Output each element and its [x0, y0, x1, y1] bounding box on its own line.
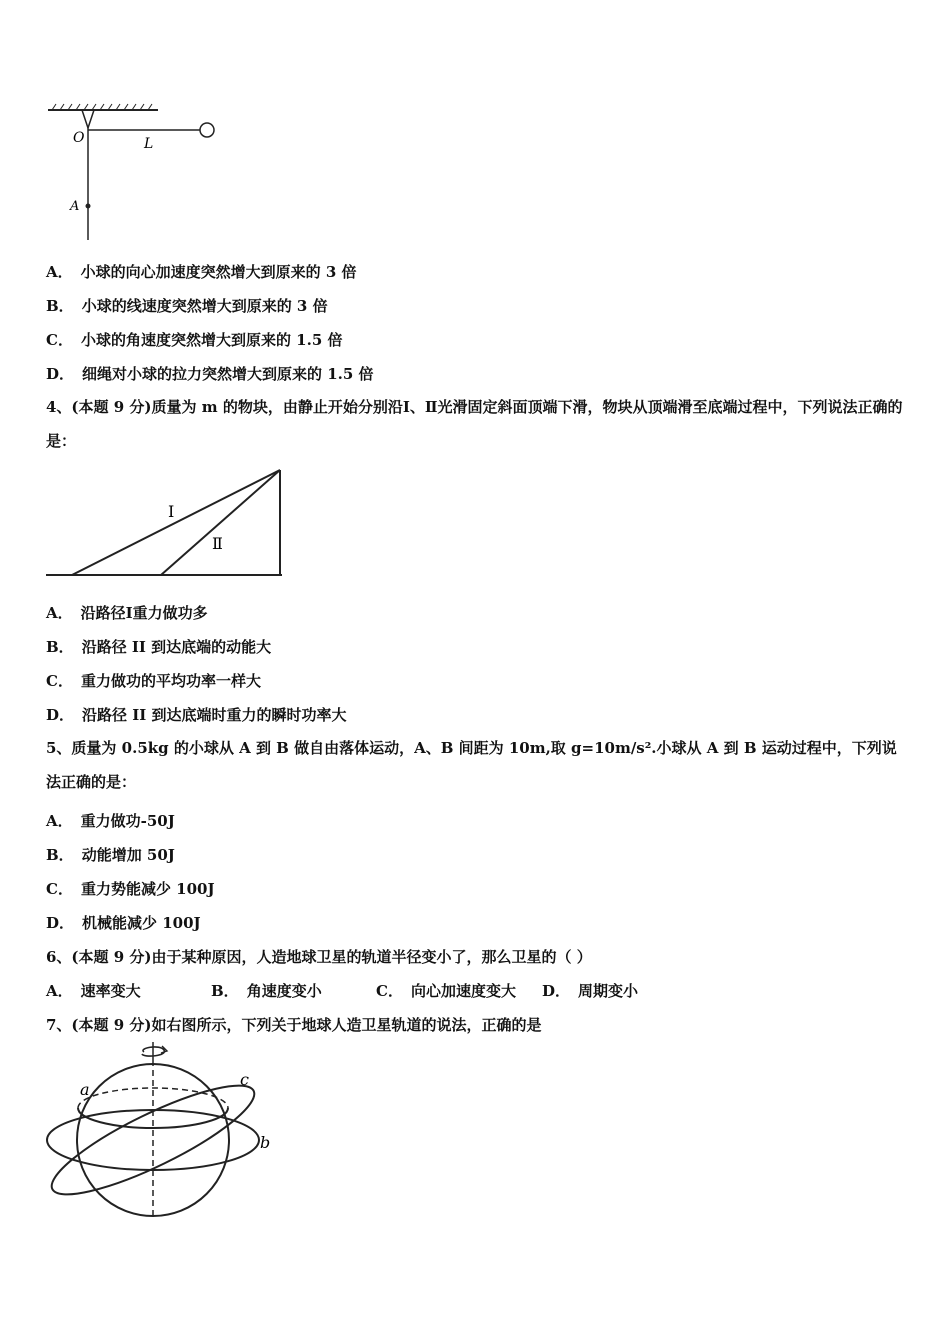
q3-option-a[interactable]: A． 小球的向心加速度突然增大到原来的 3 倍	[46, 263, 357, 281]
q4-option-c[interactable]: C． 重力做功的平均功率一样大	[46, 672, 261, 690]
label-O: O	[73, 130, 85, 146]
q6-options-row	[46, 980, 638, 1001]
q3-option-d[interactable]: D． 细绳对小球的拉力突然增大到原来的 1.5 倍	[46, 365, 374, 383]
pendulum-figure	[40, 100, 230, 245]
q4-option-b[interactable]: B． 沿路径 II 到达底端的动能大	[46, 638, 272, 656]
q3-option-c[interactable]: C． 小球的角速度突然增大到原来的 1.5 倍	[46, 331, 343, 349]
q6-option-a[interactable]: A． 速率变大	[46, 982, 141, 1000]
orbit-label-b: b	[260, 1133, 271, 1152]
label-L: L	[144, 136, 154, 152]
path-label-2: Ⅱ	[212, 534, 223, 553]
orbit-label-a: a	[80, 1080, 90, 1099]
path-label-1: Ⅰ	[168, 502, 175, 521]
q7-question-text: 7、(本题 9 分)如右图所示，下列关于地球人造卫星轨道的说法，正确的是	[46, 1016, 542, 1034]
satellite-orbits-figure	[40, 1040, 290, 1225]
orbit-label-c: c	[240, 1070, 249, 1089]
q6-option-b[interactable]: B． 角速度变小	[211, 982, 322, 1000]
q5-option-a[interactable]: A． 重力做功-50J	[46, 812, 175, 830]
q6-option-d[interactable]: D． 周期变小	[542, 982, 639, 1000]
incline-figure	[44, 465, 289, 580]
q4-option-a[interactable]: A． 沿路径Ⅰ重力做功多	[46, 604, 208, 622]
q5-option-d[interactable]: D． 机械能减少 100J	[46, 914, 201, 932]
q4-question-text: 4、(本题 9 分)质量为 m 的物块，由静止开始分别沿Ⅰ、Ⅱ光滑固定斜面顶端下滑，物块从顶端滑至底端过程中，下列说法正确的是：	[46, 398, 903, 450]
q6-option-c[interactable]: C． 向心加速度变大	[376, 982, 516, 1000]
label-A: A	[70, 199, 80, 214]
q4-option-d[interactable]: D． 沿路径 II 到达底端时重力的瞬时功率大	[46, 706, 347, 724]
q5-option-b[interactable]: B． 动能增加 50J	[46, 846, 175, 864]
q3-option-b[interactable]: B． 小球的线速度突然增大到原来的 3 倍	[46, 297, 328, 315]
q5-option-c[interactable]: C． 重力势能减少 100J	[46, 880, 215, 898]
q6-question-text: 6、(本题 9 分)由于某种原因，人造地球卫星的轨道半径变小了，那么卫星的（ ）	[46, 948, 592, 966]
q5-question-text: 5、质量为 0.5kg 的小球从 A 到 B 做自由落体运动，A、B 间距为 10m,取 g=10m/s².小球从 A 到 B 运动过程中，下列说法正确的是：	[46, 739, 897, 791]
